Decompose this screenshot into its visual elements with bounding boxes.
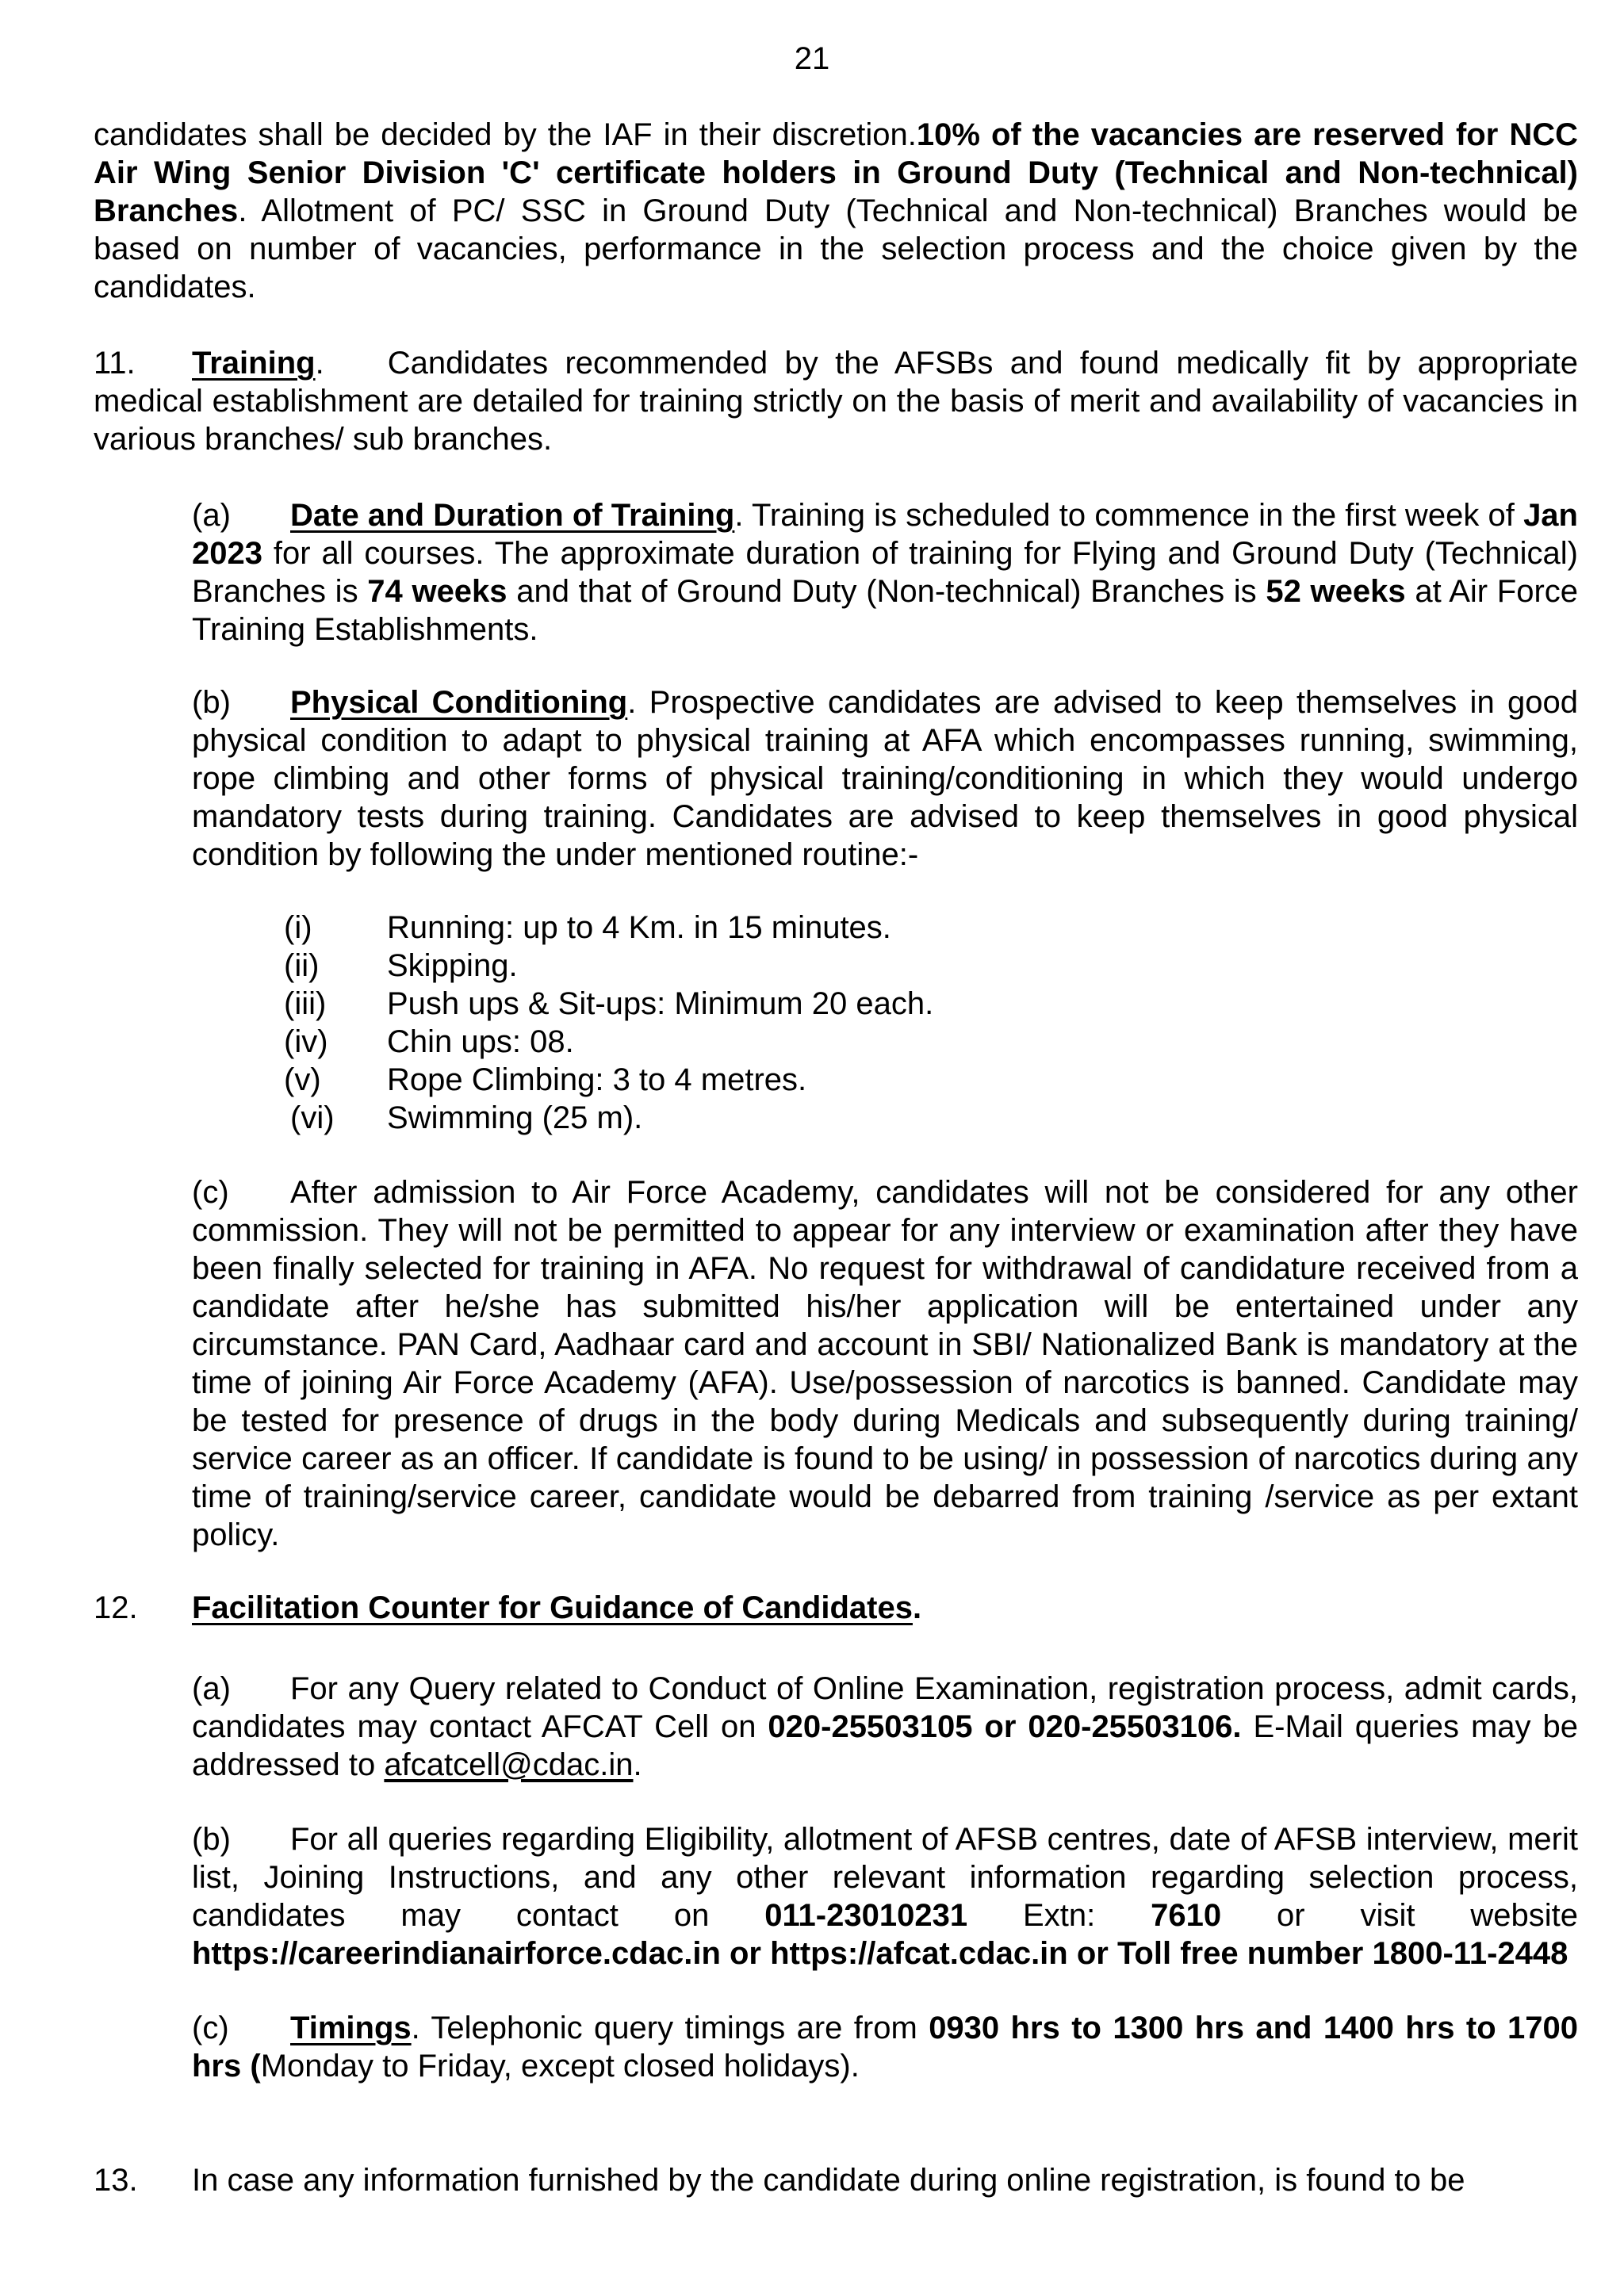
- section-11a-text-4: at Air Force Training Establishments.: [192, 574, 1579, 647]
- page-number: 21: [794, 41, 830, 76]
- contact-phone-number: 011-23010231: [764, 1898, 968, 1933]
- section-12a-text-2: E-Mail queries may be addressed to: [192, 1709, 1578, 1782]
- section-11a-paragraph: [192, 496, 1578, 649]
- section-12c-label: (c): [192, 2011, 229, 2045]
- section-12-heading-line: [94, 1589, 1578, 1627]
- afcat-cell-email-link[interactable]: afcatcell@cdac.in: [384, 1747, 634, 1782]
- routine-item-number: (i): [284, 910, 312, 945]
- section-11a-text-3: and that of Ground Duty (Non-technical) Branches is: [507, 574, 1266, 609]
- routine-item-chinups: Chin ups: 08.: [387, 1024, 574, 1059]
- section-11a-duration-technical: 74 weeks: [367, 574, 508, 609]
- section-11a-text-1: . Training is scheduled to commence in the first week of: [734, 498, 1524, 533]
- section-12a-paragraph: [192, 1670, 1578, 1784]
- contact-extension: 7610: [1151, 1898, 1222, 1933]
- section-12a-label: (a): [192, 1671, 231, 1706]
- routine-item-number: (v): [284, 1062, 321, 1097]
- afcat-cell-phone-numbers: 020-25503105 or 020-25503106.: [768, 1709, 1242, 1744]
- intro-paragraph: [94, 116, 1578, 306]
- intro-text-2: . Allotment of PC/ SSC in Ground Duty (Technical and Non-technical) Branches would be based on number of vacancies, performance in the selection process and the choice given by the candidates.: [94, 193, 1578, 304]
- section-11b-label: (b): [192, 685, 231, 720]
- section-11c-label: (c): [192, 1175, 229, 1210]
- section-12-heading-dot: .: [912, 1590, 922, 1625]
- section-13-text: In case any information furnished by the candidate during online registration, is found to be: [192, 2163, 1465, 2198]
- section-12a-text-1: For any Query related to Conduct of Online Examination, registration process, admit cards, candidates may contact AFCAT Cell on: [192, 1671, 1578, 1744]
- routine-item-swimming: Swimming (25 m).: [387, 1100, 643, 1135]
- section-12c-paragraph: [192, 2009, 1578, 2085]
- section-11-text: Candidates recommended by the AFSBs and found medically fit by appropriate medical establishment are detailed for training strictly on the basis of merit and availability of vacancies in various branches/ sub branches.: [94, 346, 1578, 457]
- routine-item-number: (vi): [290, 1100, 335, 1135]
- section-12-number: 12.: [94, 1590, 138, 1625]
- section-12a-text-3: .: [633, 1747, 642, 1782]
- section-12c-text-1: . Telephonic query timings are from: [411, 2011, 929, 2045]
- query-timings: 0930 hrs to 1300 hrs and 1400 hrs to 1700 hrs (: [192, 2011, 1578, 2084]
- routine-item-number: (iii): [284, 986, 327, 1021]
- section-13-number: 13.: [94, 2163, 138, 2198]
- section-11a-duration-nontechnical: 52 weeks: [1266, 574, 1406, 609]
- routine-item-running: Running: up to 4 Km. in 15 minutes.: [387, 910, 891, 945]
- section-11b-heading: Physical Conditioning: [290, 685, 628, 720]
- routine-item-pushups: Push ups & Sit-ups: Minimum 20 each.: [387, 986, 934, 1021]
- section-11c-text: After admission to Air Force Academy, candidates will not be considered for any other commission. They will not be permitted to appear for any interview or examination after they have been finally selected for training in AFA. No request for withdrawal of candidature received from a candidate after he/she has submitted his/her application will be entertained under any circumstance. PAN Card, Aadhaar card and account in SBI/ Nationalized Bank is mandatory at the time of joining Air Force Academy (AFA). Use/possession of narcotics is banned. Candidate may be tested for presence of drugs in the body during Medicals and subsequently during training/ service career as an officer. If candidate is found to be using/ in possession of narcotics during any time of training/service career, candidate would be debarred from training /service as per extant policy.: [192, 1175, 1578, 1552]
- section-11-heading: Training: [192, 346, 316, 381]
- section-11-heading-dot: .: [315, 346, 324, 381]
- intro-text-1: candidates shall be decided by the IAF in their discretion.: [94, 117, 917, 152]
- section-11a-text-2: for all courses. The approximate duration of training for Flying and Ground Duty (Technical) Branches is: [192, 536, 1578, 609]
- section-11a-start-date: Jan 2023: [192, 498, 1578, 571]
- section-12b-paragraph: [192, 1820, 1578, 1973]
- section-11a-label: (a): [192, 498, 231, 533]
- section-12c-heading: Timings: [290, 2011, 412, 2045]
- section-12b-text-3: or visit website: [1221, 1898, 1579, 1933]
- section-12b-text-1: For all queries regarding Eligibility, allotment of AFSB centres, date of AFSB interview, merit list, Joining Instructions, and any other relevant information regarding selection process, candidates may contact on: [192, 1822, 1578, 1933]
- section-12-heading: Facilitation Counter for Guidance of Candidates: [192, 1590, 913, 1625]
- section-13-paragraph: [94, 2161, 1578, 2199]
- routine-item-skipping: Skipping.: [387, 948, 518, 983]
- routine-item-rope-climbing: Rope Climbing: 3 to 4 metres.: [387, 1062, 807, 1097]
- section-11a-heading: Date and Duration of Training: [290, 498, 735, 533]
- section-12c-text-2: Monday to Friday, except closed holidays).: [260, 2049, 860, 2084]
- intro-ncc-reservation: 10% of the vacancies are reserved for NCC Air Wing Senior Division 'C' certificate holders in Ground Duty (Technical and Non-technical) Branches: [94, 117, 1578, 228]
- websites-and-toll-free: https://careerindianairforce.cdac.in or https://afcat.cdac.in or Toll free number 1800-11-2448: [192, 1936, 1568, 1971]
- section-11c-paragraph: [192, 1173, 1578, 1554]
- routine-list: [284, 909, 1473, 1138]
- section-12b-text-2: Extn:: [967, 1898, 1151, 1933]
- routine-item-number: (ii): [284, 948, 320, 983]
- section-11b-paragraph: [192, 683, 1578, 874]
- section-11-number: 11.: [94, 346, 136, 381]
- section-12b-label: (b): [192, 1822, 231, 1857]
- routine-item-number: (iv): [284, 1024, 328, 1059]
- section-11b-text: . Prospective candidates are advised to keep themselves in good physical condition to adapt to physical training at AFA which encompasses running, swimming, rope climbing and other forms of physical training/conditioning in which they would undergo mandatory tests during training. Candidates are advised to keep themselves in good physical condition by following the under mentioned routine:-: [192, 685, 1579, 872]
- section-11-paragraph: [94, 344, 1578, 458]
